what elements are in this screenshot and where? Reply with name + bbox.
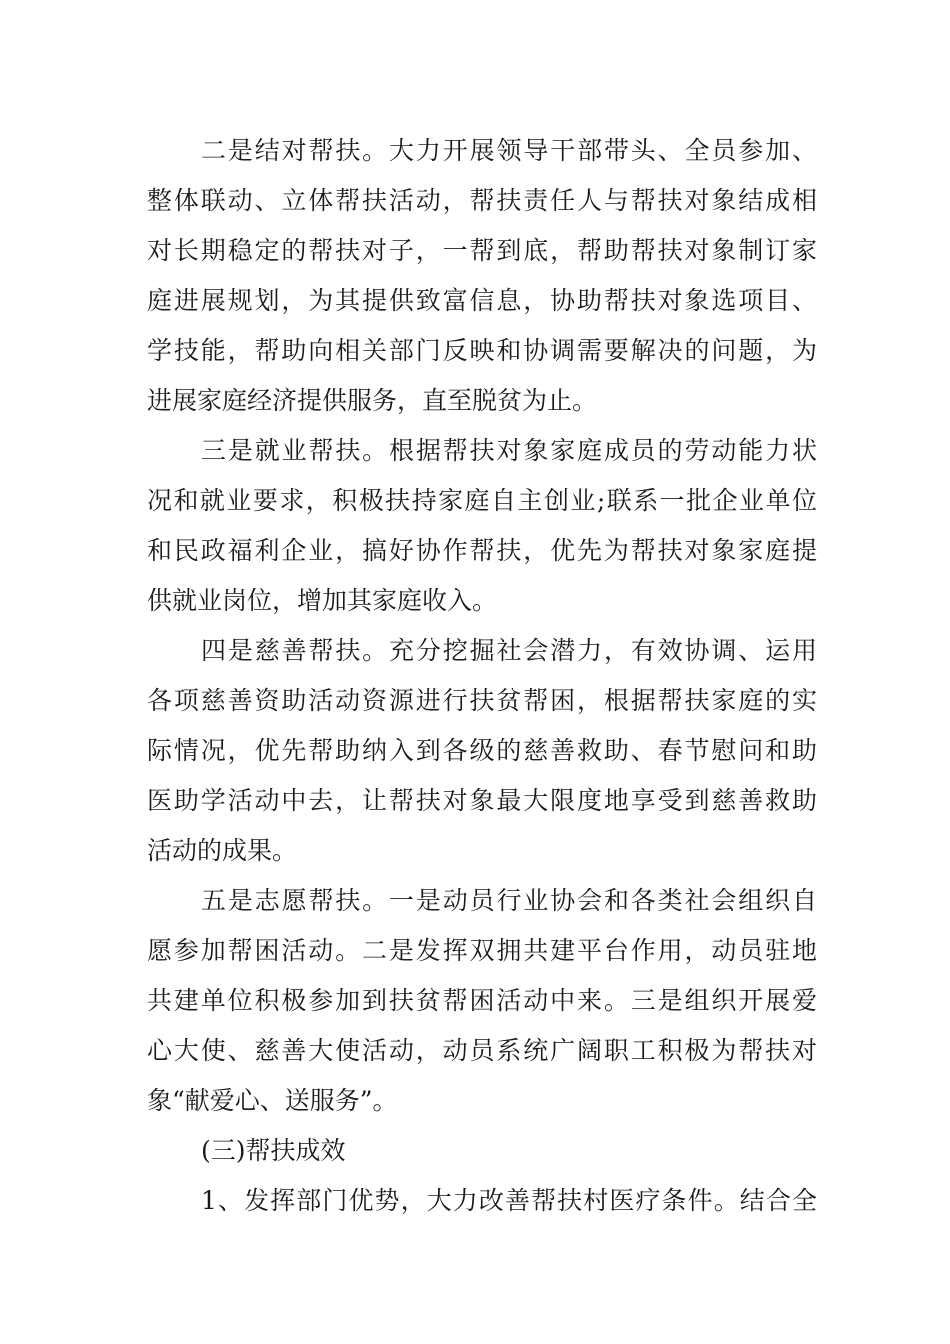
paragraph-line: 1、发挥部门优势，大力改善帮扶村医疗条件。结合全 [201, 1186, 817, 1215]
paragraph-line: 况和就业要求，积极扶持家庭自主创业;联系一批企业单位 [147, 486, 817, 515]
section-heading: (三)帮扶成效 [201, 1136, 346, 1165]
paragraph-line: 三是就业帮扶。根据帮扶对象家庭成员的劳动能力状 [201, 436, 817, 465]
paragraph-line: 四是慈善帮扶。充分挖掘社会潜力，有效协调、运用 [201, 636, 817, 665]
paragraph-line: 五是志愿帮扶。一是动员行业协会和各类社会组织自 [201, 886, 817, 915]
paragraph-line: 整体联动、立体帮扶活动，帮扶责任人与帮扶对象结成相 [147, 186, 817, 215]
paragraph-line: 二是结对帮扶。大力开展领导干部带头、全员参加、 [201, 136, 817, 165]
paragraph-line: 庭进展规划，为其提供致富信息，协助帮扶对象选项目、 [147, 286, 817, 315]
paragraph-line: 象“献爱心、送服务”。 [147, 1086, 398, 1115]
paragraph-line: 愿参加帮困活动。二是发挥双拥共建平台作用，动员驻地 [147, 936, 817, 965]
paragraph-line: 际情况，优先帮助纳入到各级的慈善救助、春节慰问和助 [147, 736, 817, 765]
paragraph-line: 心大使、慈善大使活动，动员系统广阔职工积极为帮扶对 [147, 1036, 817, 1065]
paragraph-line: 对长期稳定的帮扶对子，一帮到底，帮助帮扶对象制订家 [147, 236, 817, 265]
paragraph-line: 和民政福利企业，搞好协作帮扶，优先为帮扶对象家庭提 [147, 536, 817, 565]
paragraph-line: 医助学活动中去，让帮扶对象最大限度地享受到慈善救助 [147, 786, 817, 815]
paragraph-line: 供就业岗位，增加其家庭收入。 [147, 586, 498, 615]
paragraph-line: 活动的成果。 [147, 836, 298, 865]
paragraph-line: 学技能，帮助向相关部门反映和协调需要解决的问题，为 [147, 336, 817, 365]
paragraph-line: 各项慈善资助活动资源进行扶贫帮困，根据帮扶家庭的实 [147, 686, 817, 715]
paragraph-line: 进展家庭经济提供服务，直至脱贫为止。 [147, 386, 598, 415]
document-body [147, 126, 817, 1226]
paragraph-line: 共建单位积极参加到扶贫帮困活动中来。三是组织开展爱 [147, 986, 817, 1015]
